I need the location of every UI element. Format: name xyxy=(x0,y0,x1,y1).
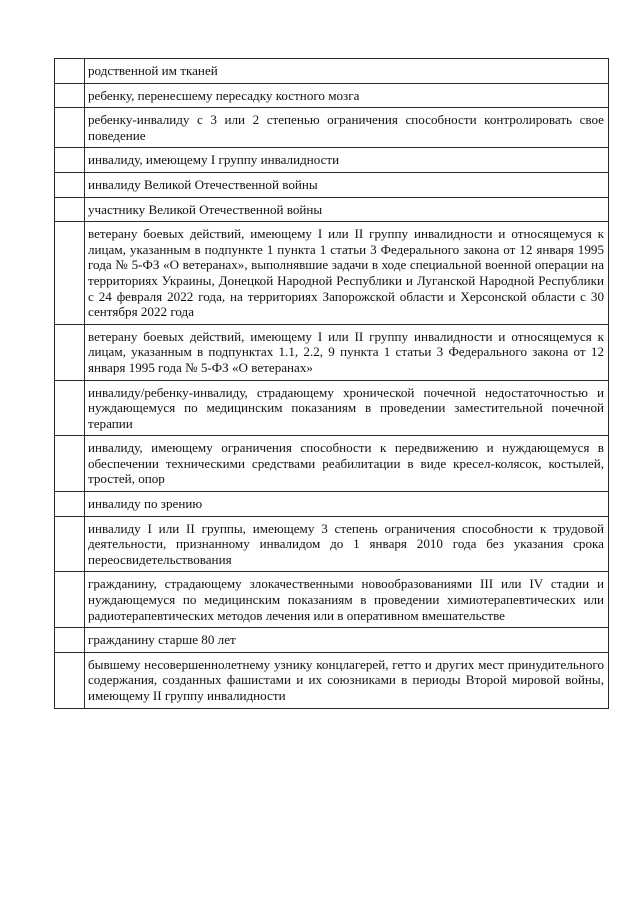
table-row xyxy=(55,652,609,708)
table-row xyxy=(55,222,609,325)
row-text: родственной им тканей xyxy=(85,59,609,84)
row-number-cell xyxy=(55,197,85,222)
row-number-cell xyxy=(55,516,85,572)
row-text: гражданину, страдающему злокачественными новообразованиями III или IV стадии и нуждающемуся по медицинским показаниям в проведении химиотерапевтических или радиотерапевтических методов лечения или в оперативном вмешательстве xyxy=(85,572,609,628)
row-text: ветерану боевых действий, имеющему I или II группу инвалидности и относящемуся к лицам, указанным в подпунктах 1.1, 2.2, 9 пункта 1 статьи 3 Федерального закона от 12 января 1995 года № 5-ФЗ «О ветеранах» xyxy=(85,324,609,380)
row-number-cell xyxy=(55,222,85,325)
row-text: инвалиду/ребенку-инвалиду, страдающему хронической почечной недостаточностью и нуждающемуся по медицинским показаниям в проведении заместительной почечной терапии xyxy=(85,380,609,436)
table-row xyxy=(55,516,609,572)
row-number-cell xyxy=(55,172,85,197)
row-number-cell xyxy=(55,83,85,108)
table-row xyxy=(55,380,609,436)
table-row xyxy=(55,197,609,222)
table-row xyxy=(55,436,609,492)
row-number-cell xyxy=(55,492,85,517)
table-row xyxy=(55,59,609,84)
table-row xyxy=(55,148,609,173)
row-number-cell xyxy=(55,148,85,173)
table-row xyxy=(55,108,609,148)
row-number-cell xyxy=(55,108,85,148)
table-row xyxy=(55,172,609,197)
row-text: инвалиду по зрению xyxy=(85,492,609,517)
row-text: ветерану боевых действий, имеющему I или II группу инвалидности и относящемуся к лицам, указанным в подпункте 1 пункта 1 статьи 3 Федерального закона от 12 января 1995 года № 5-ФЗ «О ветеранах», выполнявшие задачи в ходе специальной военной операции на территориях Украины, Донецкой Народной Республики и Луганской Народной Республики с 24 февраля 2022 года, на территориях Запорожской области и Херсонской области с 30 сентября 2022 года xyxy=(85,222,609,325)
row-text: ребенку-инвалиду с 3 или 2 степенью ограничения способности контролировать свое поведение xyxy=(85,108,609,148)
row-text: участнику Великой Отечественной войны xyxy=(85,197,609,222)
category-table-body xyxy=(55,59,609,709)
row-number-cell xyxy=(55,324,85,380)
row-text: инвалиду, имеющему ограничения способности к передвижению и нуждающемуся в обеспечении техническими средствами реабилитации в виде кресел-колясок, костылей, тростей, опор xyxy=(85,436,609,492)
row-number-cell xyxy=(55,380,85,436)
row-number-cell xyxy=(55,436,85,492)
row-text: бывшему несовершеннолетнему узнику концлагерей, гетто и других мест принудительного содержания, созданных фашистами и их союзниками в периоды Второй мировой войны, имеющему II группу инвалидности xyxy=(85,652,609,708)
row-number-cell xyxy=(55,572,85,628)
table-row xyxy=(55,628,609,653)
table-row xyxy=(55,572,609,628)
category-table xyxy=(54,58,609,709)
row-number-cell xyxy=(55,628,85,653)
table-row xyxy=(55,83,609,108)
table-row xyxy=(55,492,609,517)
row-text: ребенку, перенесшему пересадку костного мозга xyxy=(85,83,609,108)
row-text: инвалиду, имеющему I группу инвалидности xyxy=(85,148,609,173)
row-text: гражданину старше 80 лет xyxy=(85,628,609,653)
row-text: инвалиду Великой Отечественной войны xyxy=(85,172,609,197)
row-number-cell xyxy=(55,59,85,84)
row-number-cell xyxy=(55,652,85,708)
table-row xyxy=(55,324,609,380)
row-text: инвалиду I или II группы, имеющему 3 степень ограничения способности к трудовой деятельности, признанному инвалидом до 1 января 2010 года без указания срока переосвидетельствования xyxy=(85,516,609,572)
